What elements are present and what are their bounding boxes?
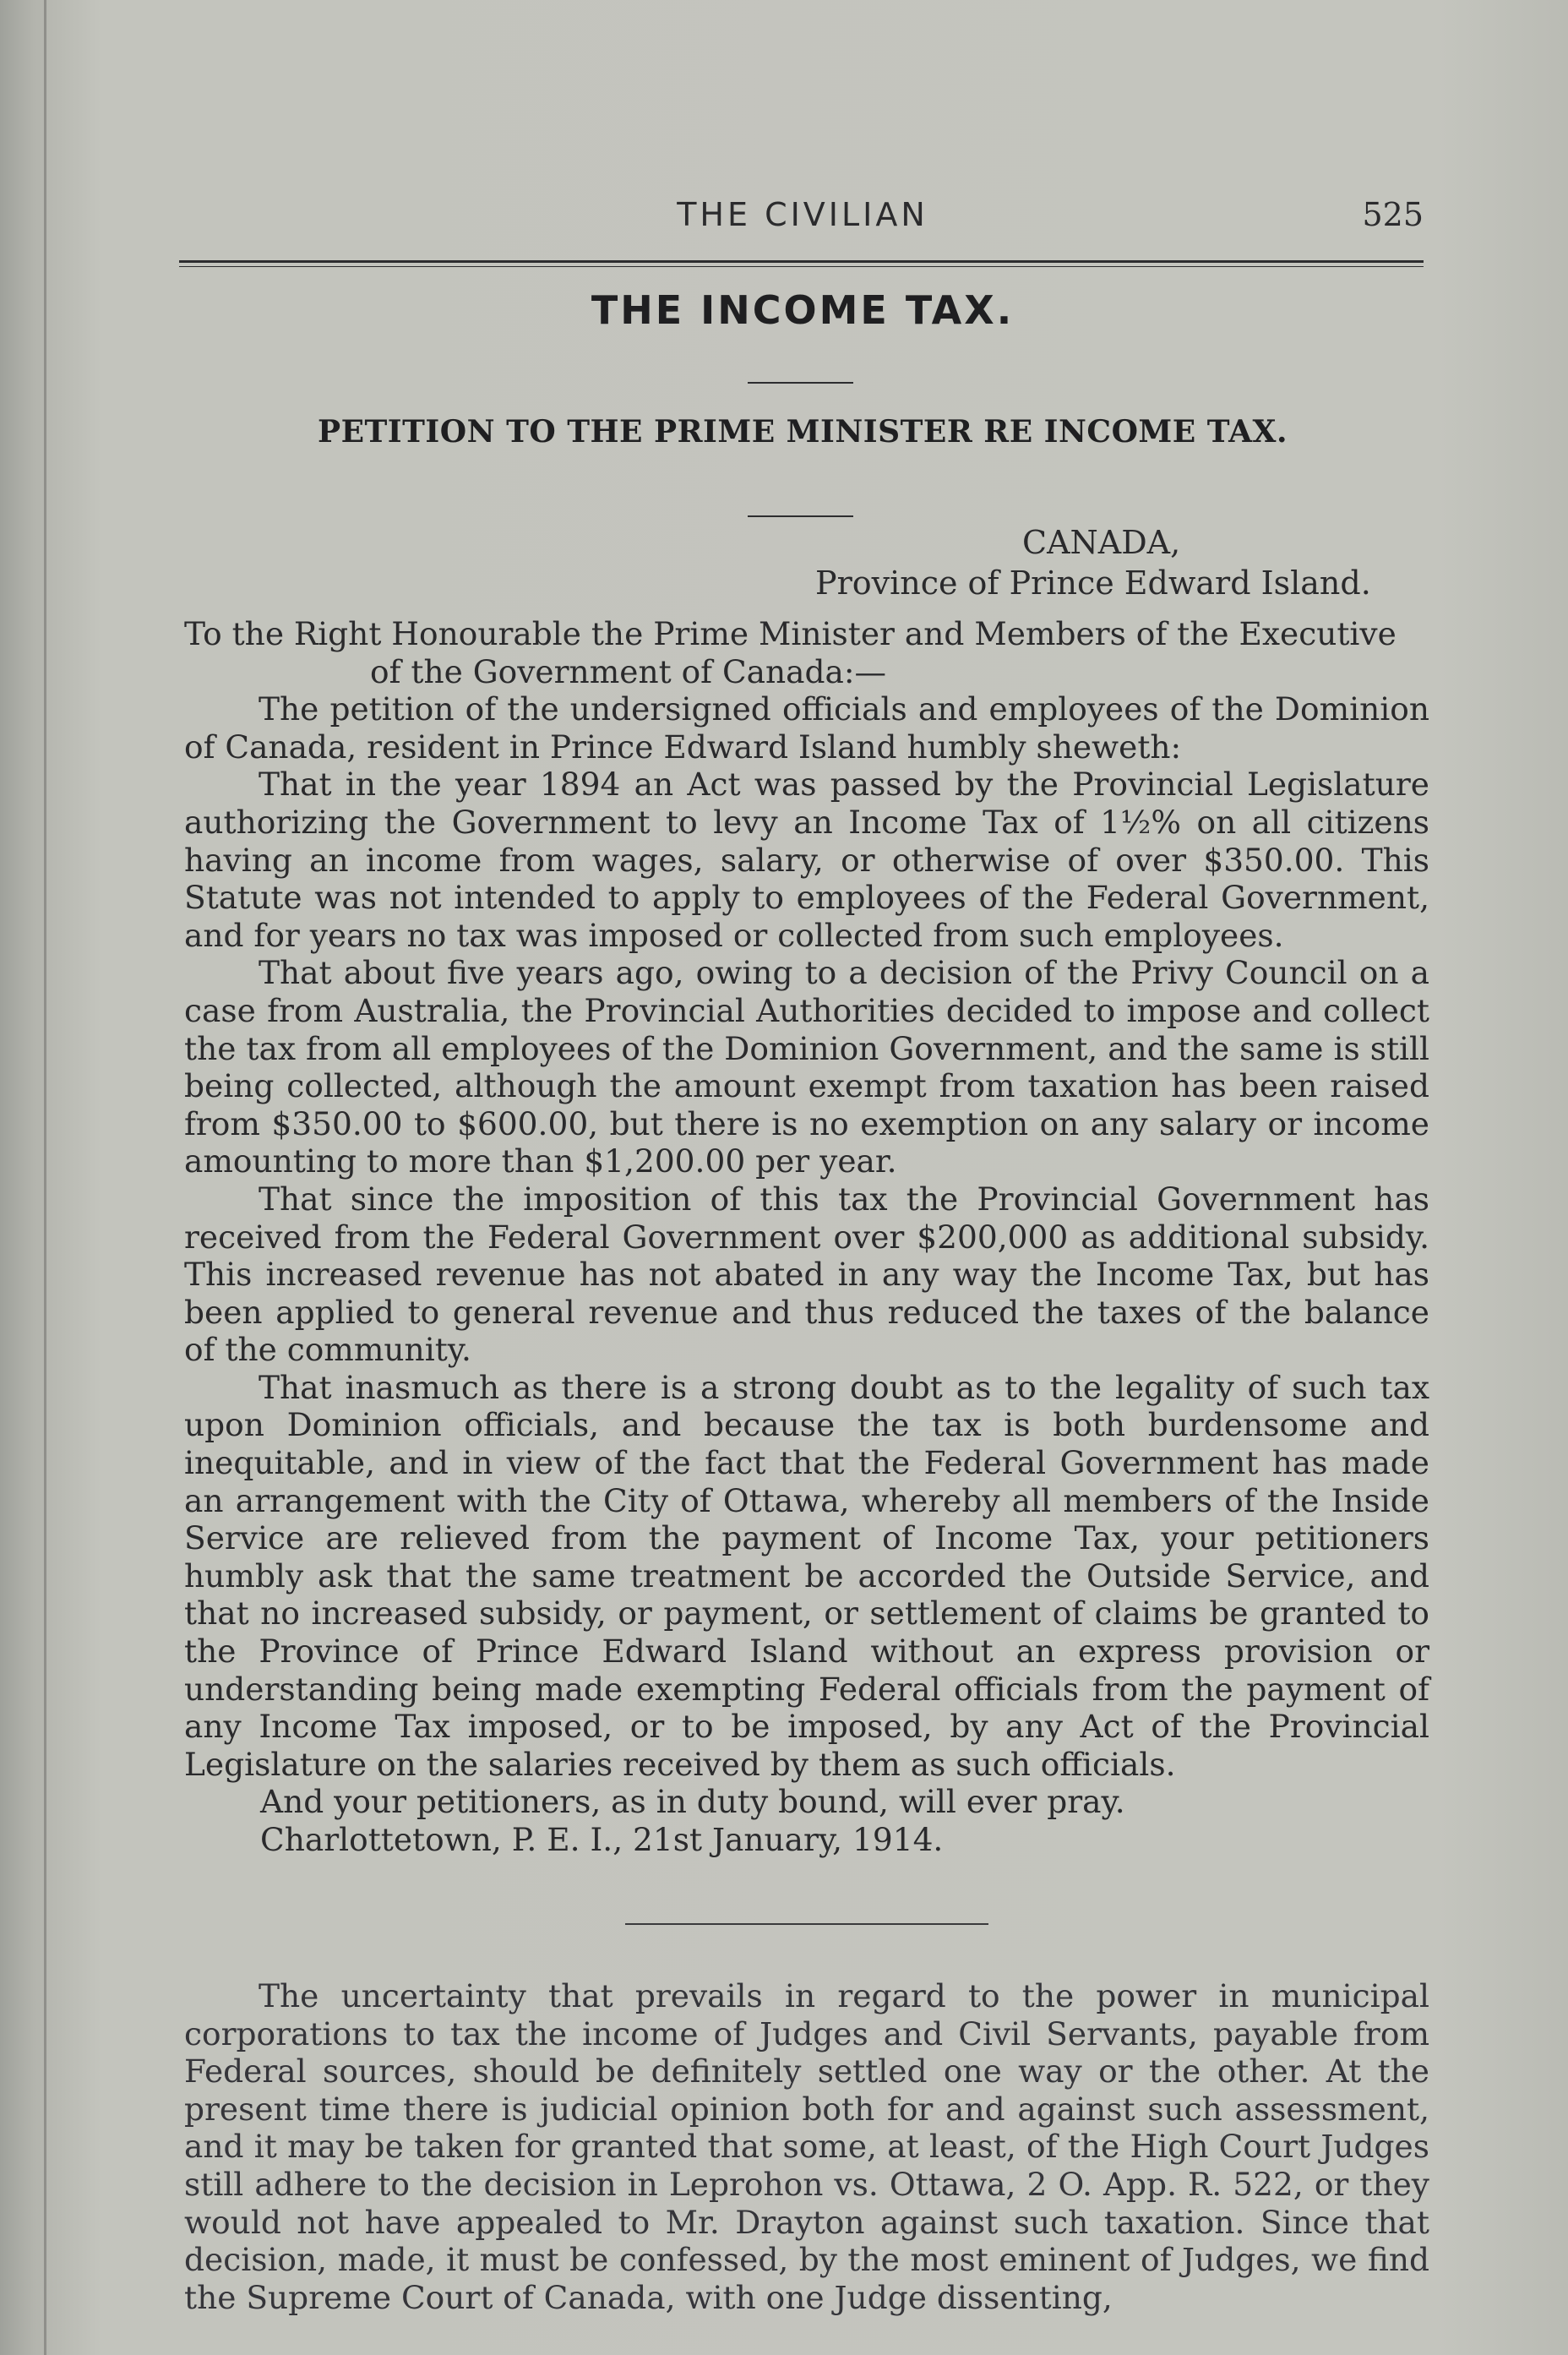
petition-paragraph-5: That inasmuch as there is a strong doubt as to the legality of such tax upon Dominion officials, and because the tax is both burdensome and inequitable, and in view of the fact that the Federal Government has made an arrangement with the City of Ottawa, whereby all members of the Inside Service are relieved from the payment of Income Tax, your petitioners humbly ask that the same treatment be accorded the Outside Service, and that no increased subsidy, or payment, or settlement of claims be granted to the Province of Prince Edward Island without an express provision or understanding being made exempting Federal officials from the payment of any Income Tax imposed, or to be imposed, by any Act of the Provincial Legislature on the salaries received by them as such officials. (184, 1368, 1429, 1783)
petition-body (184, 615, 1429, 1859)
second-article (184, 1977, 1429, 2316)
journal-title: THE CIVILIAN (677, 196, 928, 233)
petition-paragraph-1: The petition of the undersigned officials and employees of the Dominion of Canada, resident in Prince Edward Island humbly sheweth: (184, 690, 1429, 766)
section-divider (625, 1923, 988, 1925)
addressee-line-2: of the Government of Canada:— (370, 652, 887, 690)
header-rule (179, 260, 1424, 267)
title-divider (748, 382, 853, 384)
petition-title: PETITION TO THE PRIME MINISTER RE INCOME TAX. (318, 414, 1288, 450)
page-number: 525 (1362, 196, 1424, 233)
place-province: Province of Prince Edward Island. (815, 564, 1371, 602)
article-title: THE INCOME TAX. (591, 287, 1015, 333)
petition-paragraph-4: That since the imposition of this tax the Provincial Government has received from the Federal Government over $200,000 as additional subsidy. This increased revenue has not abated in any way the Income Tax, but has been applied to general revenue and thus reduced the taxes of the balance of the community. (184, 1180, 1429, 1369)
second-article-paragraph: The uncertainty that prevails in regard to the power in municipal corporations to tax the income of Judges and Civil Servants, payable from Federal sources, should be definitely settled one way or the other. At the present time there is judicial opinion both for and against such assessment, and it may be taken for granted that some, at least, of the High Court Judges still adhere to the decision in Leprohon vs. Ottawa, 2 O. App. R. 522, or they would not have appealed to Mr. Drayton against such taxation. Since that decision, made, it must be confessed, by the most eminent of Judges, we find the Supreme Court of Canada, with one Judge dissenting, (184, 1977, 1429, 2316)
petition-paragraph-2: That in the year 1894 an Act was passed by the Provincial Legislature authorizing the Government to levy an Income Tax of 1½% on all citizens having an income from wages, salary, or otherwise of over $350.00. This Statute was not intended to apply to employees of the Federal Government, and for years no tax was imposed or collected from such employees. (184, 766, 1429, 954)
addressee-line-1: To the Right Honourable the Prime Minister and Members of the Executive (184, 615, 1396, 652)
running-head (182, 196, 1424, 247)
binding-gutter (44, 0, 46, 2355)
place-country: CANADA, (1022, 524, 1181, 561)
addressee (184, 615, 1429, 690)
petition-closing: And your petitioners, as in duty bound, will ever pray. (260, 1783, 1125, 1821)
subtitle-divider (748, 515, 853, 517)
petition-paragraph-3: That about five years ago, owing to a decision of the Privy Council on a case from Australia, the Provincial Authorities decided to impose and collect the tax from all employees of the Dominion Government, and the same is still being collected, although the amount exempt from taxation has been raised from $350.00 to $600.00, but there is no exemption on any salary or income amounting to more than $1,200.00 per year. (184, 954, 1429, 1180)
petition-dateline: Charlottetown, P. E. I., 21st January, 1914. (260, 1821, 944, 1858)
